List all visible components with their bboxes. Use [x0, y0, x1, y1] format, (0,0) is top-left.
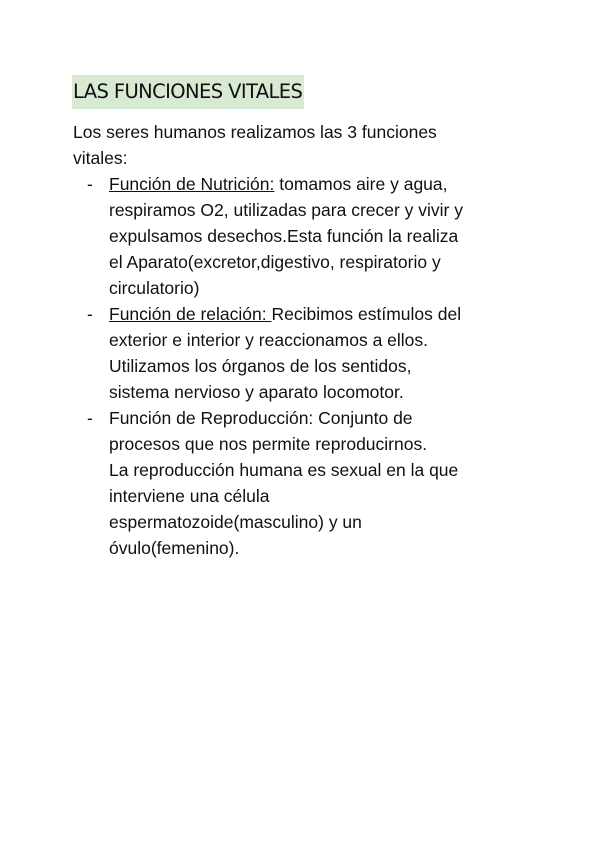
item-line: interviene una célula [109, 486, 270, 506]
item-line: espermatozoide(masculino) y un [109, 512, 362, 532]
item-line: procesos que nos permite reproducirnos. [109, 434, 428, 454]
item-text: Conjunto de [313, 408, 413, 428]
page-title: LAS FUNCIONES VITALES [72, 75, 304, 109]
item-line: La reproducción humana es sexual en la que [109, 460, 459, 480]
item-line: Utilizamos los órganos de los sentidos, [109, 356, 412, 376]
item-line: expulsamos desechos.Esta función la realiza [109, 226, 459, 246]
intro-paragraph [73, 119, 533, 171]
item-heading: Función de Nutrición: [109, 174, 275, 194]
item-heading: Función de Reproducción: [109, 408, 314, 428]
intro-line: vitales: [73, 148, 128, 168]
list-item-reproduccion [0, 405, 529, 561]
item-line: sistema nervioso y aparato locomotor. [109, 382, 404, 402]
item-line: respiramos O2, utilizadas para crecer y vivir y [109, 200, 463, 220]
item-text: Recibimos estímulos del [271, 304, 462, 324]
intro-line: Los seres humanos realizamos las 3 funciones [73, 122, 437, 142]
list-item-relacion [0, 301, 529, 405]
item-text: tomamos aire y agua, [274, 174, 448, 194]
list-dash: - [87, 408, 93, 428]
item-heading: Función de relación: [109, 304, 272, 324]
list-dash: - [87, 174, 93, 194]
item-line: el Aparato(excretor,digestivo, respiratorio y [109, 252, 441, 272]
item-first-line [109, 405, 529, 431]
item-line: exterior e interior y reaccionamos a ellos. [109, 330, 429, 350]
item-first-line [109, 301, 529, 327]
item-first-line [109, 171, 529, 197]
functions-list [0, 171, 600, 561]
list-dash: - [87, 304, 93, 324]
item-line: circulatorio) [109, 278, 200, 298]
item-line: óvulo(femenino). [109, 538, 240, 558]
list-item-nutricion [0, 171, 529, 301]
